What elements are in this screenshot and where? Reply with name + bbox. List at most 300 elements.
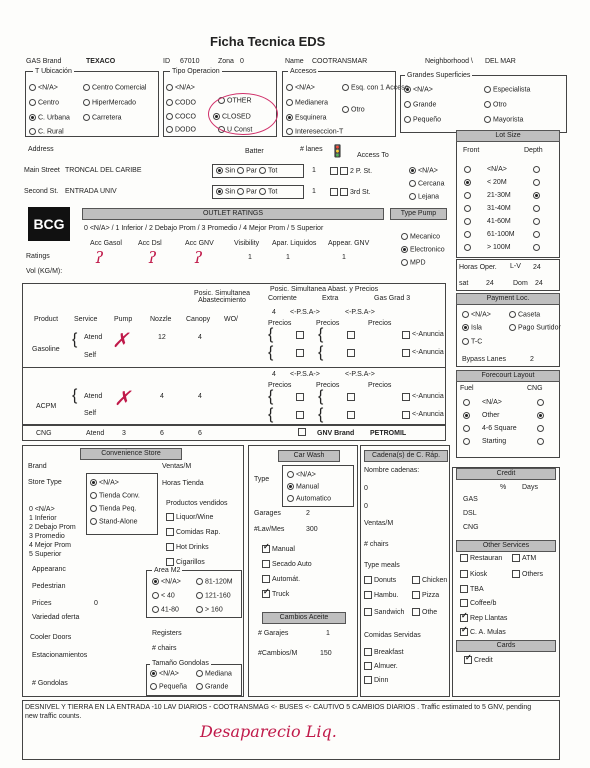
price-box-1-2[interactable] [402,349,410,357]
store-type-3-option[interactable] [90,518,138,525]
lot-depth-0[interactable] [533,166,542,173]
type-pump-1-radio[interactable] [401,246,408,253]
horas-lv-label: L-V [510,263,521,270]
p3-street-label: 3rd St. [350,188,371,196]
cw-check-3-label: Truck [272,590,290,598]
other-service-0-checkbox[interactable] [460,554,468,562]
t-ubicacion-5-option[interactable] [83,114,122,121]
accesos-0-radio[interactable] [286,84,293,91]
price-checkbox-0-1[interactable] [347,393,357,401]
other-service-5-checkbox[interactable] [460,599,468,607]
store-type-2-option[interactable] [90,505,137,512]
lot-depth-6[interactable] [533,244,542,251]
store-type-3-radio[interactable] [90,518,97,525]
forecourt-fuel-radio-0[interactable] [463,399,470,406]
meal-3-checkbox[interactable] [412,591,420,599]
tamano-0-radio[interactable] [150,670,157,677]
cw-type-2-radio[interactable] [287,495,294,502]
batter-main-par-label: Par [246,167,257,175]
type-pump-2-radio[interactable] [401,259,408,266]
accesos-3-radio[interactable] [342,106,349,113]
lot-depth-radio-6[interactable] [533,244,540,251]
gnv-brand-label: GNV Brand [317,430,355,437]
type-meals-label: Type meals [364,562,400,569]
store-type-0-radio[interactable] [90,479,97,486]
lot-front-3[interactable] [464,205,473,212]
accesos-0-option[interactable] [286,84,315,91]
area-2-option[interactable] [152,592,175,599]
other-service-2-option[interactable] [460,570,487,578]
other-service-4-checkbox[interactable] [460,585,468,593]
lot-label-0: <N/A> [487,166,507,173]
tipo-op-6-radio[interactable] [166,126,173,133]
price-box-0-0[interactable] [296,331,304,339]
type-pump-1-label: Electronico [410,246,445,254]
gasoline-psa-value: 4 [272,309,276,316]
vol-label: Vol (KG/M): [26,268,63,275]
tipo-op-6-option[interactable] [166,126,196,133]
conv-scale-1: 1 Inferior [29,515,57,522]
cw-check-0-option[interactable] [262,545,295,553]
price-box-1-2[interactable] [402,411,410,419]
accesos-2-radio[interactable] [286,99,293,106]
accesos-4-radio[interactable] [286,114,293,121]
lot-depth-radio-1[interactable] [533,179,540,186]
gnv-brand-checkbox[interactable] [298,428,306,436]
other-service-3-option[interactable] [512,570,543,578]
t-ubicacion-2-option[interactable] [29,99,59,106]
forecourt-fuel-1[interactable] [463,412,472,419]
lot-depth-1[interactable] [533,179,542,186]
price-checkbox-1-0[interactable] [296,349,306,357]
price-box-0-1[interactable] [347,331,355,339]
meal-1-label: Chicken [422,576,448,584]
price-box-1-1[interactable] [347,349,355,357]
price-checkbox-1-0[interactable] [296,411,306,419]
comida-1-checkbox[interactable] [364,662,372,670]
area-2-radio[interactable] [152,592,159,599]
t-ubicacion-0-option[interactable] [29,84,58,91]
t-ubicacion-3-option[interactable] [83,99,136,106]
accesos-5-radio[interactable] [286,128,293,135]
meal-2-label: Hambu. [374,591,399,599]
price-checkbox-0-0[interactable] [296,331,306,339]
meal-4-label: Sandwich [374,608,405,616]
posic2-title: Posic. Simultanea Abast. y Precios [270,286,379,293]
store-type-0-option[interactable] [90,479,119,486]
gnv-brand-checkbox-row[interactable] [298,428,308,436]
t-ubicacion-3-radio[interactable] [83,99,90,106]
prod-1-option[interactable] [166,528,220,536]
price-box-1-1[interactable] [347,411,355,419]
lot-front-5[interactable] [464,231,473,238]
meal-5-checkbox[interactable] [412,608,420,616]
cw-check-0-checkbox[interactable] [262,545,270,553]
prod-2-checkbox[interactable] [166,543,174,551]
forecourt-cng-radio-0[interactable] [537,399,544,406]
payment-0-option[interactable] [462,311,491,318]
gasoline-label: Gasoline [32,346,60,353]
other-service-7-label: C. A. Mulas [470,628,506,636]
accesos-1-option[interactable] [342,84,409,91]
conv-horas-label: Horas Tienda [162,480,204,487]
conv-ventas-label: Ventas/M [162,463,192,470]
accesos-2-option[interactable] [286,99,328,106]
area-5-radio[interactable] [196,606,203,613]
t-ubicacion-1-radio[interactable] [83,84,90,91]
forecourt-title: Forecourt Layout [456,370,560,382]
area-3-radio[interactable] [196,592,203,599]
horas-sat-value: 24 [486,280,494,287]
batter-second-tot-radio[interactable] [259,188,266,195]
p3-check-row[interactable] [330,188,371,196]
meal-2-option[interactable] [364,591,399,599]
tipo-op-2-option[interactable] [166,99,196,106]
tamano-box [146,664,242,696]
p3-lane-checkbox[interactable] [330,188,338,196]
grandes-4-option[interactable] [404,116,441,123]
p2-lane-checkbox[interactable] [330,167,338,175]
price-checkbox-1-2[interactable] [402,411,412,419]
lot-front-6[interactable] [464,244,473,251]
batter-main-tot-radio[interactable] [259,167,266,174]
forecourt-fuel-2[interactable] [463,425,472,432]
tamano-2-option[interactable] [150,683,187,690]
comida-1-option[interactable] [364,662,398,670]
card-0-option[interactable] [464,656,493,664]
t-ubicacion-5-radio[interactable] [83,114,90,121]
other-service-1-option[interactable] [512,554,536,562]
cw-type-0-radio[interactable] [287,471,294,478]
payment-0-radio[interactable] [462,311,469,318]
other-service-6-label: Rep Llantas [470,614,508,622]
tipo-op-2-radio[interactable] [166,99,173,106]
tamano-0-option[interactable] [150,670,179,677]
forecourt-cng-2[interactable] [537,425,546,432]
t-ubicacion-6-label: C. Rural [38,128,64,136]
acpm-nozzle: 4 [160,393,164,400]
ngarajes-label: # Garajes [258,630,289,637]
area-3-option[interactable] [196,592,231,599]
tamano-0-label: <N/A> [159,670,179,678]
tipo-op-0-option[interactable] [166,84,195,91]
cw-check-2-checkbox[interactable] [262,575,270,583]
cw-type-0-option[interactable] [287,471,316,478]
payment-4-option[interactable] [462,338,482,345]
lot-depth-3[interactable] [533,205,542,212]
price-checkbox-1-1[interactable] [347,349,357,357]
comida-2-checkbox[interactable] [364,676,372,684]
forecourt-fuel-0[interactable] [463,399,472,406]
prod-2-option[interactable] [166,543,209,551]
grandes-3-radio[interactable] [484,101,491,108]
type-pump-2-option[interactable] [401,259,426,266]
access-to-0-radio[interactable] [409,167,416,174]
area-4-radio[interactable] [152,606,159,613]
t-ubicacion-6-option[interactable] [29,128,64,135]
t-ubicacion-4-option[interactable] [29,114,70,121]
access-to-label: Access To [357,152,389,159]
lot-depth-4[interactable] [533,218,542,225]
grandes-3-option[interactable] [484,101,507,108]
tipo-op-4-radio[interactable] [166,113,173,120]
meal-1-option[interactable] [412,576,447,584]
anuncia-1: <-Anuncia [412,349,444,356]
cw-type-2-option[interactable] [287,495,331,502]
batter-main-options[interactable] [216,167,277,174]
price-checkbox-0-2[interactable] [402,331,412,339]
product-col-1: Service [74,316,98,323]
type-pump-0-option[interactable] [401,233,440,240]
grandes-3-label: Otro [493,101,507,109]
other-service-2-checkbox[interactable] [460,570,468,578]
t-ubicacion-2-radio[interactable] [29,99,36,106]
product-col-3: Nozzle [150,316,172,323]
t-ubicacion-1-option[interactable] [83,84,146,91]
cw-type-1-option[interactable] [287,483,319,490]
other-service-5-option[interactable] [460,599,496,607]
payment-3-radio[interactable] [509,324,516,331]
meal-3-option[interactable] [412,591,439,599]
other-service-4-option[interactable] [460,585,484,593]
area-4-option[interactable] [152,606,179,613]
batter-second-options[interactable] [216,188,277,195]
credit-row-0: GAS [463,496,478,503]
lot-front-radio-0[interactable] [464,166,471,173]
prod-3-option[interactable] [166,558,205,566]
cw-check-1-checkbox[interactable] [262,560,270,568]
forecourt-fuel-radio-1[interactable] [463,412,470,419]
price-checkbox-0-0[interactable] [296,393,306,401]
price-box-0-2[interactable] [402,331,410,339]
accesos-4-label: Esquinera [295,114,327,122]
cw-type-1-radio[interactable] [287,483,294,490]
price-checkbox-1-2[interactable] [402,349,412,357]
forecourt-cng-0[interactable] [537,399,546,406]
access-to-0-option[interactable] [409,167,438,174]
comida-0-checkbox[interactable] [364,648,372,656]
price-checkbox-0-2[interactable] [402,393,412,401]
other-service-3-checkbox[interactable] [512,570,520,578]
meal-5-option[interactable] [412,608,437,616]
grandes-1-option[interactable] [484,86,530,93]
lot-front-radio-5[interactable] [464,231,471,238]
price-box-1-0[interactable] [296,411,304,419]
price-box-0-2[interactable] [402,393,410,401]
cw-check-2-label: Automát. [272,575,301,583]
area-1-radio[interactable] [196,578,203,585]
tipo-op-4-option[interactable] [166,113,196,120]
handwritten-note: Desaparecio Liq. [200,722,337,741]
lot-front-radio-6[interactable] [464,244,471,251]
price-checkbox-0-1[interactable] [347,331,357,339]
accesos-1-radio[interactable] [342,84,349,91]
zona-value: 0 [240,58,244,65]
type-pump-1-option[interactable] [401,246,445,253]
grandes-4-radio[interactable] [404,116,411,123]
p2-street-checkbox[interactable] [340,167,348,175]
tamano-2-radio[interactable] [150,683,157,690]
t-ubicacion-4-radio[interactable] [29,114,36,121]
forecourt-fuel-radio-2[interactable] [463,425,470,432]
lot-front-1[interactable] [464,179,473,186]
other-service-3-label: Others [522,570,544,578]
payment-0-label: <N/A> [471,311,491,319]
grandes-5-radio[interactable] [484,116,491,123]
accesos-2-label: Medianera [295,99,329,107]
payment-4-radio[interactable] [462,338,469,345]
access-to-1-option[interactable] [409,180,444,187]
lot-depth-radio-2[interactable] [533,192,540,199]
lot-depth-radio-5[interactable] [533,231,540,238]
comida-1-label: Almuer. [374,662,398,670]
lot-depth-radio-0[interactable] [533,166,540,173]
lot-front-2[interactable] [464,192,473,199]
cw-check-0-label: Manual [272,545,295,553]
cng-label: CNG [36,430,52,437]
p3-street-checkbox[interactable] [340,188,348,196]
batter-main-par-radio[interactable] [237,167,244,174]
forecourt-fuel-radio-3[interactable] [463,438,470,445]
accesos-3-option[interactable] [342,106,365,113]
accesos-3-label: Otro [351,106,365,114]
meal-1-checkbox[interactable] [412,576,420,584]
comida-0-label: Breakfast [374,648,404,656]
area-1-label: 81-120M [205,578,233,586]
price-box-0-0[interactable] [296,393,304,401]
meal-0-option[interactable] [364,576,396,584]
prod-1-checkbox[interactable] [166,528,174,536]
lot-front-radio-1[interactable] [464,179,471,186]
lot-front-radio-3[interactable] [464,205,471,212]
variedad-label: Variedad oferta [32,614,80,621]
accesos-5-option[interactable] [286,128,343,135]
comida-0-option[interactable] [364,648,404,656]
batter-second-sin-radio[interactable] [216,188,223,195]
cw-check-1-option[interactable] [262,560,312,568]
store-type-1-option[interactable] [90,492,140,499]
t-ubicacion-6-radio[interactable] [29,128,36,135]
payment-3-option[interactable] [509,324,561,331]
batter-main-tot-label: Tot [267,167,278,175]
comida-2-option[interactable] [364,676,388,684]
prod-0-option[interactable] [166,513,213,521]
payment-1-option[interactable] [509,311,540,318]
card-0-checkbox[interactable] [464,656,472,664]
lot-front-radio-2[interactable] [464,192,471,199]
lot-depth-5[interactable] [533,231,542,238]
other-service-7-checkbox[interactable] [460,628,468,636]
price-box-1-0[interactable] [296,349,304,357]
meal-4-checkbox[interactable] [364,608,372,616]
area-5-option[interactable] [196,606,223,613]
tamano-1-radio[interactable] [196,670,203,677]
other-service-0-option[interactable] [460,554,502,562]
p2-check-row[interactable] [330,167,372,175]
forecourt-cng-radio-2[interactable] [537,425,544,432]
conv-scale-4: 4 Mejor Prom [29,542,72,549]
gasoline-nozzle: 12 [158,334,166,341]
prod-0-checkbox[interactable] [166,513,174,521]
forecourt-cng-radio-1[interactable] [537,412,544,419]
forecourt-cng-radio-3[interactable] [537,438,544,445]
estac-label: Estacionamientos [32,652,88,659]
area-0-option[interactable] [152,578,181,585]
forecourt-label-1: Other [482,412,500,419]
area-0-radio[interactable] [152,578,159,585]
grandes-1-radio[interactable] [484,86,491,93]
cw-check-2-option[interactable] [262,575,300,583]
meal-2-checkbox[interactable] [364,591,372,599]
tipo-op-5-label: U Const [227,126,253,134]
price-box-0-1[interactable] [347,393,355,401]
payment-1-radio[interactable] [509,311,516,318]
lot-depth-radio-3[interactable] [533,205,540,212]
store-type-1-radio[interactable] [90,492,97,499]
scribble-acc-dsl: ʔ [148,248,157,267]
forecourt-fuel-3[interactable] [463,438,472,445]
cw-check-3-option[interactable] [262,590,289,598]
tamano-1-option[interactable] [196,670,232,677]
grandes-2-radio[interactable] [404,101,411,108]
outlet-col-0: Acc Gasol [90,240,122,247]
grandes-2-option[interactable] [404,101,436,108]
t-ubicacion-1-label: Centro Comercial [92,84,147,92]
meal-4-option[interactable] [364,608,404,616]
ncambios-value: 150 [320,650,332,657]
forecourt-cng-3[interactable] [537,438,546,445]
cw-check-3-checkbox[interactable] [262,590,270,598]
other-service-1-checkbox[interactable] [512,554,520,562]
grandes-0-option[interactable] [404,86,433,93]
lot-label-2: 21-30M [487,192,511,199]
lot-front-4[interactable] [464,218,473,225]
outlet-col-1: Acc Dsl [138,240,162,247]
other-service-6-option[interactable] [460,614,507,622]
prod-3-checkbox[interactable] [166,558,174,566]
payment-2-radio[interactable] [462,324,469,331]
price-brace-a-1: { [268,406,274,423]
price-checkbox-1-1[interactable] [347,411,357,419]
t-ubicacion-0-radio[interactable] [29,84,36,91]
batter-main-sin-radio[interactable] [216,167,223,174]
store-type-2-radio[interactable] [90,505,97,512]
posic-title: Posic. Simultanea Abastecimiento [193,290,251,304]
forecourt-cng-1[interactable] [537,412,546,419]
grandes-0-radio[interactable] [404,86,411,93]
meal-0-checkbox[interactable] [364,576,372,584]
lot-depth-radio-4[interactable] [533,218,540,225]
access-to-2-option[interactable] [409,193,439,200]
lot-depth-2[interactable] [533,192,542,199]
tamano-3-radio[interactable] [196,683,203,690]
grandes-5-option[interactable] [484,116,523,123]
access-to-2-radio[interactable] [409,193,416,200]
lot-front-0[interactable] [464,166,473,173]
other-service-6-checkbox[interactable] [460,614,468,622]
other-service-7-option[interactable] [460,628,506,636]
lot-front-radio-4[interactable] [464,218,471,225]
batter-second-par-radio[interactable] [237,188,244,195]
access-to-1-radio[interactable] [409,180,416,187]
type-pump-0-radio[interactable] [401,233,408,240]
tipo-op-0-radio[interactable] [166,84,173,91]
accesos-4-option[interactable] [286,114,327,121]
area-1-option[interactable] [196,578,233,585]
payment-2-option[interactable] [462,324,482,331]
tamano-3-option[interactable] [196,683,228,690]
notes-text: DESNIVEL Y TIERRA EN LA ENTRADA -10 LAV DIARIOS - COOTRANSMAG <- BUSES <- CAUTIVO 5 CAMBIOS DIARIOS . Traffic estimated to 5 GNV, pending new traffic counts. [25,704,532,720]
